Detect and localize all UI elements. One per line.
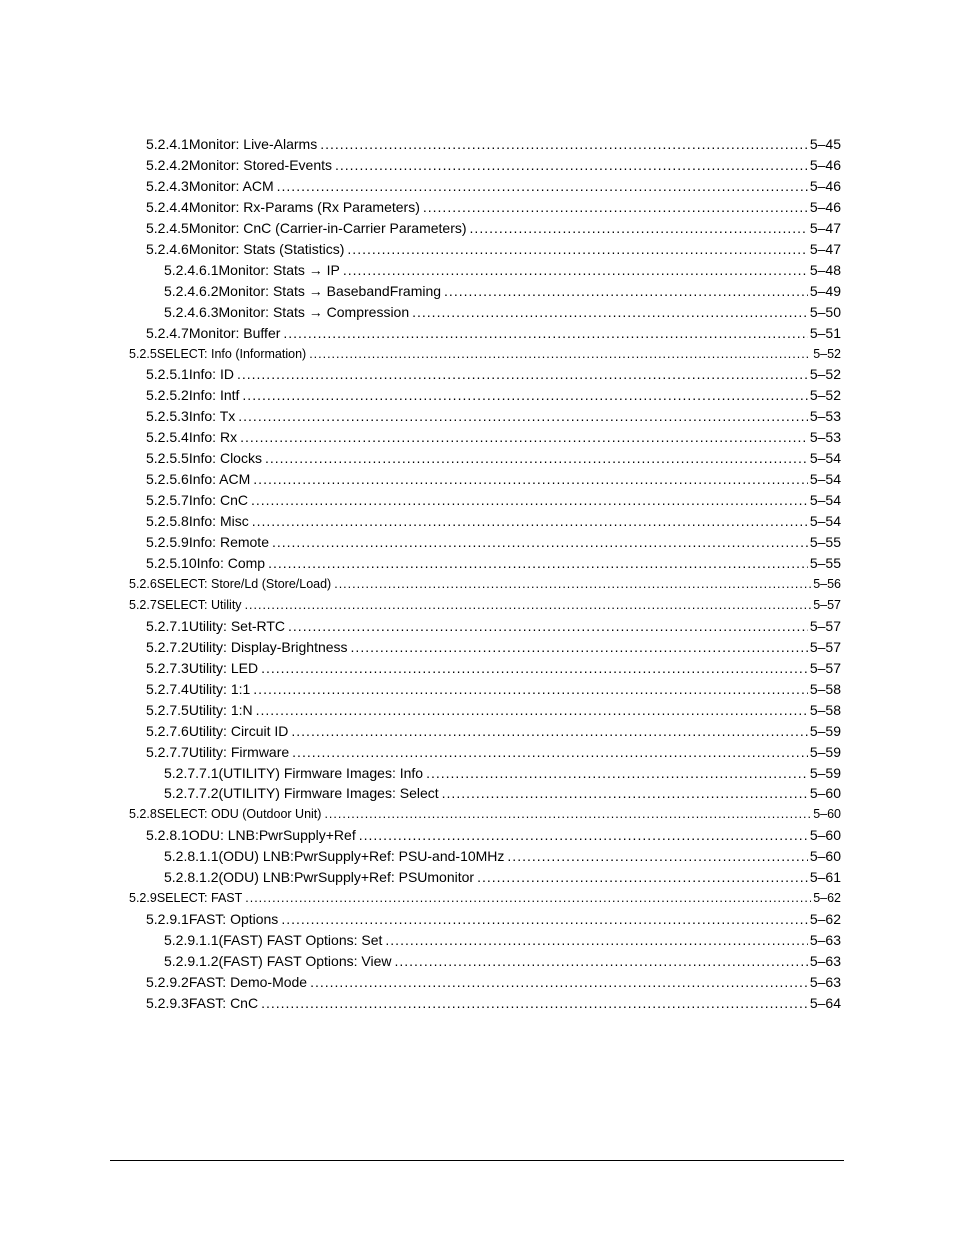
toc-entry-number: 5.2.7.6	[146, 722, 189, 739]
toc-entry-number: 5.2.7	[129, 597, 157, 612]
toc-entry-title: Utility: 1:1	[188, 680, 251, 697]
toc-entry-page: 5–57	[809, 617, 841, 634]
toc-entry-number: 5.2.4.2	[146, 156, 189, 173]
toc-entry-number: 5.2.4.7	[146, 324, 189, 341]
toc-entry[interactable]	[129, 595, 841, 616]
toc-entry-page: 5–52	[809, 366, 841, 383]
toc-entry-title: SELECT: Info (Information)	[156, 346, 307, 361]
toc-leader-dots	[347, 239, 807, 260]
toc-entry-number: 5.2.4.6.1	[164, 261, 219, 278]
toc-entry-title: Info: Rx	[188, 429, 238, 446]
toc-entry[interactable]	[146, 616, 841, 637]
toc-entry[interactable]	[146, 218, 841, 239]
toc-entry-page: 5–63	[809, 932, 841, 949]
toc-leader-dots	[423, 197, 808, 218]
toc-entry-page: 5–63	[809, 974, 841, 990]
toc-entry-page: 5–47	[809, 240, 841, 257]
toc-entry-page: 5–46	[809, 198, 841, 215]
toc-entry-title: Info: CnC	[188, 492, 248, 509]
toc-leader-dots	[242, 385, 807, 406]
toc-entry[interactable]	[164, 281, 841, 302]
toc-entry[interactable]	[146, 406, 841, 427]
toc-entry-number: 5.2.5.5	[146, 450, 189, 467]
toc-entry-title: SELECT: Store/Ld (Store/Load)	[156, 576, 332, 591]
toc-entry-number: 5.2.5	[129, 346, 157, 361]
toc-entry-page: 5–58	[809, 680, 841, 697]
toc-entry-number: 5.2.9.2	[146, 974, 189, 990]
toc-entry-page: 5–46	[809, 156, 841, 173]
toc-entry[interactable]	[164, 302, 841, 323]
toc-entry-title: Utility: Display-Brightness	[188, 638, 348, 655]
toc-entry-title: Utility: Set-RTC	[188, 617, 286, 634]
toc-entry-title: Info: Intf	[188, 387, 240, 404]
toc-entry-title: FAST: Demo-Mode	[188, 974, 308, 990]
toc-entry-title: SELECT: Utility	[156, 597, 242, 612]
toc-entry[interactable]	[146, 721, 841, 742]
toc-entry[interactable]	[164, 867, 841, 888]
toc-leader-dots	[310, 972, 808, 993]
toc-leader-dots	[245, 888, 811, 909]
toc-entry-page: 5–50	[809, 303, 841, 320]
toc-entry-number: 5.2.7.5	[146, 701, 189, 718]
toc-entry-page: 5–59	[809, 722, 841, 739]
toc-entry-title: Info: Clocks	[188, 450, 262, 467]
toc-entry-page: 5–61	[809, 869, 841, 886]
toc-entry[interactable]	[146, 909, 841, 930]
toc-entry-number: 5.2.5.3	[146, 408, 189, 425]
toc-entry-page: 5–64	[809, 994, 841, 1011]
toc-leader-dots	[238, 406, 808, 427]
toc-leader-dots	[253, 679, 808, 700]
toc-entry[interactable]	[146, 637, 841, 658]
toc-entry[interactable]	[129, 804, 841, 825]
toc-leader-dots	[343, 260, 808, 281]
toc-leader-dots	[277, 176, 808, 197]
toc-entry[interactable]	[146, 155, 841, 176]
toc-entry-page: 5–51	[809, 324, 841, 341]
toc-leader-dots	[309, 344, 811, 365]
toc-entry-page: 5–53	[809, 408, 841, 425]
toc-entry[interactable]	[129, 344, 841, 365]
toc-entry[interactable]	[146, 993, 841, 1014]
toc-entry-title: (FAST) FAST Options: View	[218, 953, 392, 970]
toc-entry[interactable]	[164, 930, 841, 951]
toc-entry[interactable]	[146, 176, 841, 197]
toc-entry-page: 5–57	[809, 659, 841, 676]
toc-entry-page: 5–54	[809, 471, 841, 488]
toc-entry-title: Info: Remote	[188, 534, 269, 551]
toc-entry[interactable]	[146, 197, 841, 218]
toc-entry-title: (ODU) LNB:PwrSupply+Ref: PSUmonitor	[218, 869, 475, 886]
toc-entry-page: 5–52	[809, 387, 841, 404]
toc-entry[interactable]	[146, 658, 841, 679]
toc-leader-dots	[442, 783, 808, 804]
toc-entry[interactable]	[146, 553, 841, 574]
toc-leader-dots	[335, 155, 808, 176]
toc-entry[interactable]	[146, 239, 841, 260]
toc-entry-page: 5–59	[809, 764, 841, 781]
toc-entry-page: 5–58	[809, 701, 841, 718]
toc-entry-title: Info: ACM	[188, 471, 251, 488]
toc-entry-page: 5–55	[809, 534, 841, 551]
toc-entry-title: (UTILITY) Firmware Images: Info	[218, 764, 424, 781]
toc-entry-number: 5.2.5.4	[146, 429, 189, 446]
toc-entry-number: 5.2.5.6	[146, 471, 189, 488]
toc-entry-page: 5–49	[809, 282, 841, 299]
toc-entry-number: 5.2.5.2	[146, 387, 189, 404]
toc-leader-dots	[385, 930, 807, 951]
toc-entry-page: 5–62	[813, 891, 841, 906]
toc-entry-number: 5.2.7.3	[146, 659, 189, 676]
toc-leader-dots	[261, 658, 808, 679]
toc-leader-dots	[256, 700, 808, 721]
toc-leader-dots	[253, 469, 808, 490]
toc-entry-title: SELECT: FAST	[156, 891, 243, 906]
toc-leader-dots	[240, 427, 808, 448]
toc-leader-dots	[237, 364, 808, 385]
toc-leader-dots	[252, 511, 808, 532]
toc-leader-dots	[477, 867, 808, 888]
toc-entry-page: 5–60	[809, 785, 841, 802]
toc-leader-dots	[334, 574, 811, 595]
toc-entry-page: 5–60	[813, 807, 841, 822]
toc-leader-dots	[470, 218, 808, 239]
toc-entry[interactable]	[146, 700, 841, 721]
toc-entry-number: 5.2.5.1	[146, 366, 189, 383]
toc-entry-number: 5.2.4.5	[146, 219, 189, 236]
toc-entry-title: Monitor: Stats → IP	[218, 261, 340, 278]
toc-entry-page: 5–63	[809, 953, 841, 970]
toc-entry-number: 5.2.7.7	[146, 743, 189, 760]
toc-entry-page: 5–57	[813, 597, 841, 612]
toc-entry[interactable]	[164, 763, 841, 784]
toc-entry[interactable]	[146, 511, 841, 532]
toc-entry-number: 5.2.4.6.2	[164, 282, 219, 299]
toc-entry-title: Utility: Firmware	[188, 743, 290, 760]
toc-leader-dots	[320, 134, 808, 155]
toc-entry[interactable]	[146, 427, 841, 448]
toc-entry-title: Utility: Circuit ID	[188, 722, 289, 739]
toc-entry-page: 5–45	[809, 136, 841, 152]
toc-entry-page: 5–54	[809, 513, 841, 530]
toc-leader-dots	[324, 804, 811, 825]
toc-entry-title: Monitor: Live-Alarms	[188, 136, 318, 152]
toc-entry-title: Monitor: Stats (Statistics)	[188, 240, 345, 257]
toc-entry-number: 5.2.7.4	[146, 680, 189, 697]
toc-leader-dots	[507, 846, 807, 867]
toc-entry-page: 5–47	[809, 219, 841, 236]
toc-entry-page: 5–60	[809, 827, 841, 844]
toc-leader-dots	[283, 323, 807, 344]
toc-entry-title: Monitor: CnC (Carrier-in-Carrier Parameters)	[188, 219, 467, 236]
toc-entry-number: 5.2.9.1.1	[164, 932, 219, 949]
toc-entry-page: 5–53	[809, 429, 841, 446]
toc-entry-number: 5.2.4.6	[146, 240, 189, 257]
toc-entry-page: 5–55	[809, 555, 841, 571]
toc-entry-page: 5–60	[809, 848, 841, 865]
toc-entry[interactable]	[129, 574, 841, 595]
toc-leader-dots	[359, 825, 808, 846]
toc-entry-title: Monitor: Rx-Params (Rx Parameters)	[188, 198, 420, 215]
toc-entry-title: Info: Misc	[188, 513, 249, 530]
toc-entry[interactable]	[146, 490, 841, 511]
toc-leader-dots	[288, 616, 808, 637]
toc-leader-dots	[251, 490, 808, 511]
toc-entry-number: 5.2.4.3	[146, 177, 189, 194]
toc-entry-title: Monitor: Stored-Events	[188, 156, 332, 173]
toc-entry-title: Info: Tx	[188, 408, 236, 425]
toc-entry-title: Monitor: ACM	[188, 177, 274, 194]
toc-entry-title: FAST: CnC	[188, 994, 259, 1011]
toc-entry[interactable]	[146, 825, 841, 846]
toc-entry-page: 5–52	[813, 346, 841, 361]
toc-entry[interactable]	[146, 532, 841, 553]
toc-entry[interactable]	[164, 951, 841, 972]
toc-entry-title: FAST: Options	[188, 911, 279, 928]
toc-entry[interactable]	[146, 469, 841, 490]
toc-entry-page: 5–48	[809, 261, 841, 278]
toc-entry-number: 5.2.8	[129, 807, 157, 822]
toc-entry-number: 5.2.8.1	[146, 827, 189, 844]
toc-entry-title: Utility: LED	[188, 659, 259, 676]
toc-entry-page: 5–59	[809, 743, 841, 760]
toc-entry-number: 5.2.6	[129, 576, 157, 591]
toc-entry[interactable]	[146, 972, 841, 993]
toc-entry-page: 5–54	[809, 450, 841, 467]
toc-entry-title: SELECT: ODU (Outdoor Unit)	[156, 807, 322, 822]
toc-entry-number: 5.2.5.9	[146, 534, 189, 551]
toc-entry-number: 5.2.9.1.2	[164, 953, 219, 970]
toc-entry-title: Monitor: Stats → BasebandFraming	[218, 282, 442, 299]
toc-entry[interactable]	[129, 888, 841, 909]
toc-entry-page: 5–57	[809, 638, 841, 655]
toc-entry-number: 5.2.9.1	[146, 911, 189, 928]
toc-entry[interactable]	[146, 385, 841, 406]
footer-rule	[110, 1160, 844, 1161]
toc-entry-page: 5–56	[813, 576, 841, 591]
toc-entry-title: (ODU) LNB:PwrSupply+Ref: PSU-and-10MHz	[218, 848, 505, 865]
toc-entry-number: 5.2.5.7	[146, 492, 189, 509]
toc-leader-dots	[394, 951, 807, 972]
toc-entry-page: 5–62	[809, 911, 841, 928]
toc-entry-number: 5.2.4.1	[146, 136, 189, 152]
toc-leader-dots	[265, 448, 808, 469]
toc-entry-title: Info: Comp	[196, 555, 266, 571]
toc-entry[interactable]	[146, 679, 841, 700]
toc-leader-dots	[351, 637, 808, 658]
toc-entry-number: 5.2.5.8	[146, 513, 189, 530]
toc-entry-number: 5.2.8.1.2	[164, 869, 219, 886]
toc-entry-number: 5.2.8.1.1	[164, 848, 219, 865]
toc-entry-title: Monitor: Buffer	[188, 324, 281, 341]
toc-entry[interactable]	[146, 134, 841, 155]
toc-entry-number: 5.2.7.7.2	[164, 785, 219, 802]
toc-leader-dots	[426, 763, 808, 784]
toc-entry-number: 5.2.9	[129, 891, 157, 906]
toc-entry[interactable]	[146, 323, 841, 344]
toc-entry-page: 5–54	[809, 492, 841, 509]
toc-entry-title: Monitor: Stats → Compression	[218, 303, 410, 320]
toc-entry[interactable]	[146, 364, 841, 385]
toc-leader-dots	[261, 993, 808, 1014]
toc-entry-number: 5.2.7.1	[146, 617, 189, 634]
toc-entry-page: 5–46	[809, 177, 841, 194]
toc-entry-number: 5.2.7.2	[146, 638, 189, 655]
toc-leader-dots	[272, 532, 808, 553]
toc-entry-title: Info: ID	[188, 366, 234, 383]
toc-leader-dots	[292, 742, 808, 763]
toc-entry-number: 5.2.9.3	[146, 994, 189, 1011]
toc-entry-title: (FAST) FAST Options: Set	[218, 932, 383, 949]
toc-entry-number: 5.2.4.4	[146, 198, 189, 215]
toc-entry[interactable]	[146, 742, 841, 763]
toc-leader-dots	[268, 553, 808, 574]
toc-leader-dots	[412, 302, 808, 323]
toc-entry-number: 5.2.7.7.1	[164, 764, 219, 781]
toc-entry[interactable]	[164, 783, 841, 804]
toc-leader-dots	[444, 281, 808, 302]
toc-leader-dots	[245, 595, 812, 616]
toc-entry-title: Utility: 1:N	[188, 701, 253, 718]
toc-entry[interactable]	[164, 260, 841, 281]
toc-entry-title: ODU: LNB:PwrSupply+Ref	[188, 827, 356, 844]
toc-entry-number: 5.2.5.10	[146, 555, 197, 571]
toc-leader-dots	[281, 909, 808, 930]
toc-entry-number: 5.2.4.6.3	[164, 303, 219, 320]
toc-leader-dots	[291, 721, 807, 742]
toc-entry-title: (UTILITY) Firmware Images: Select	[218, 785, 439, 802]
toc-entry[interactable]	[146, 448, 841, 469]
toc-entry[interactable]	[164, 846, 841, 867]
